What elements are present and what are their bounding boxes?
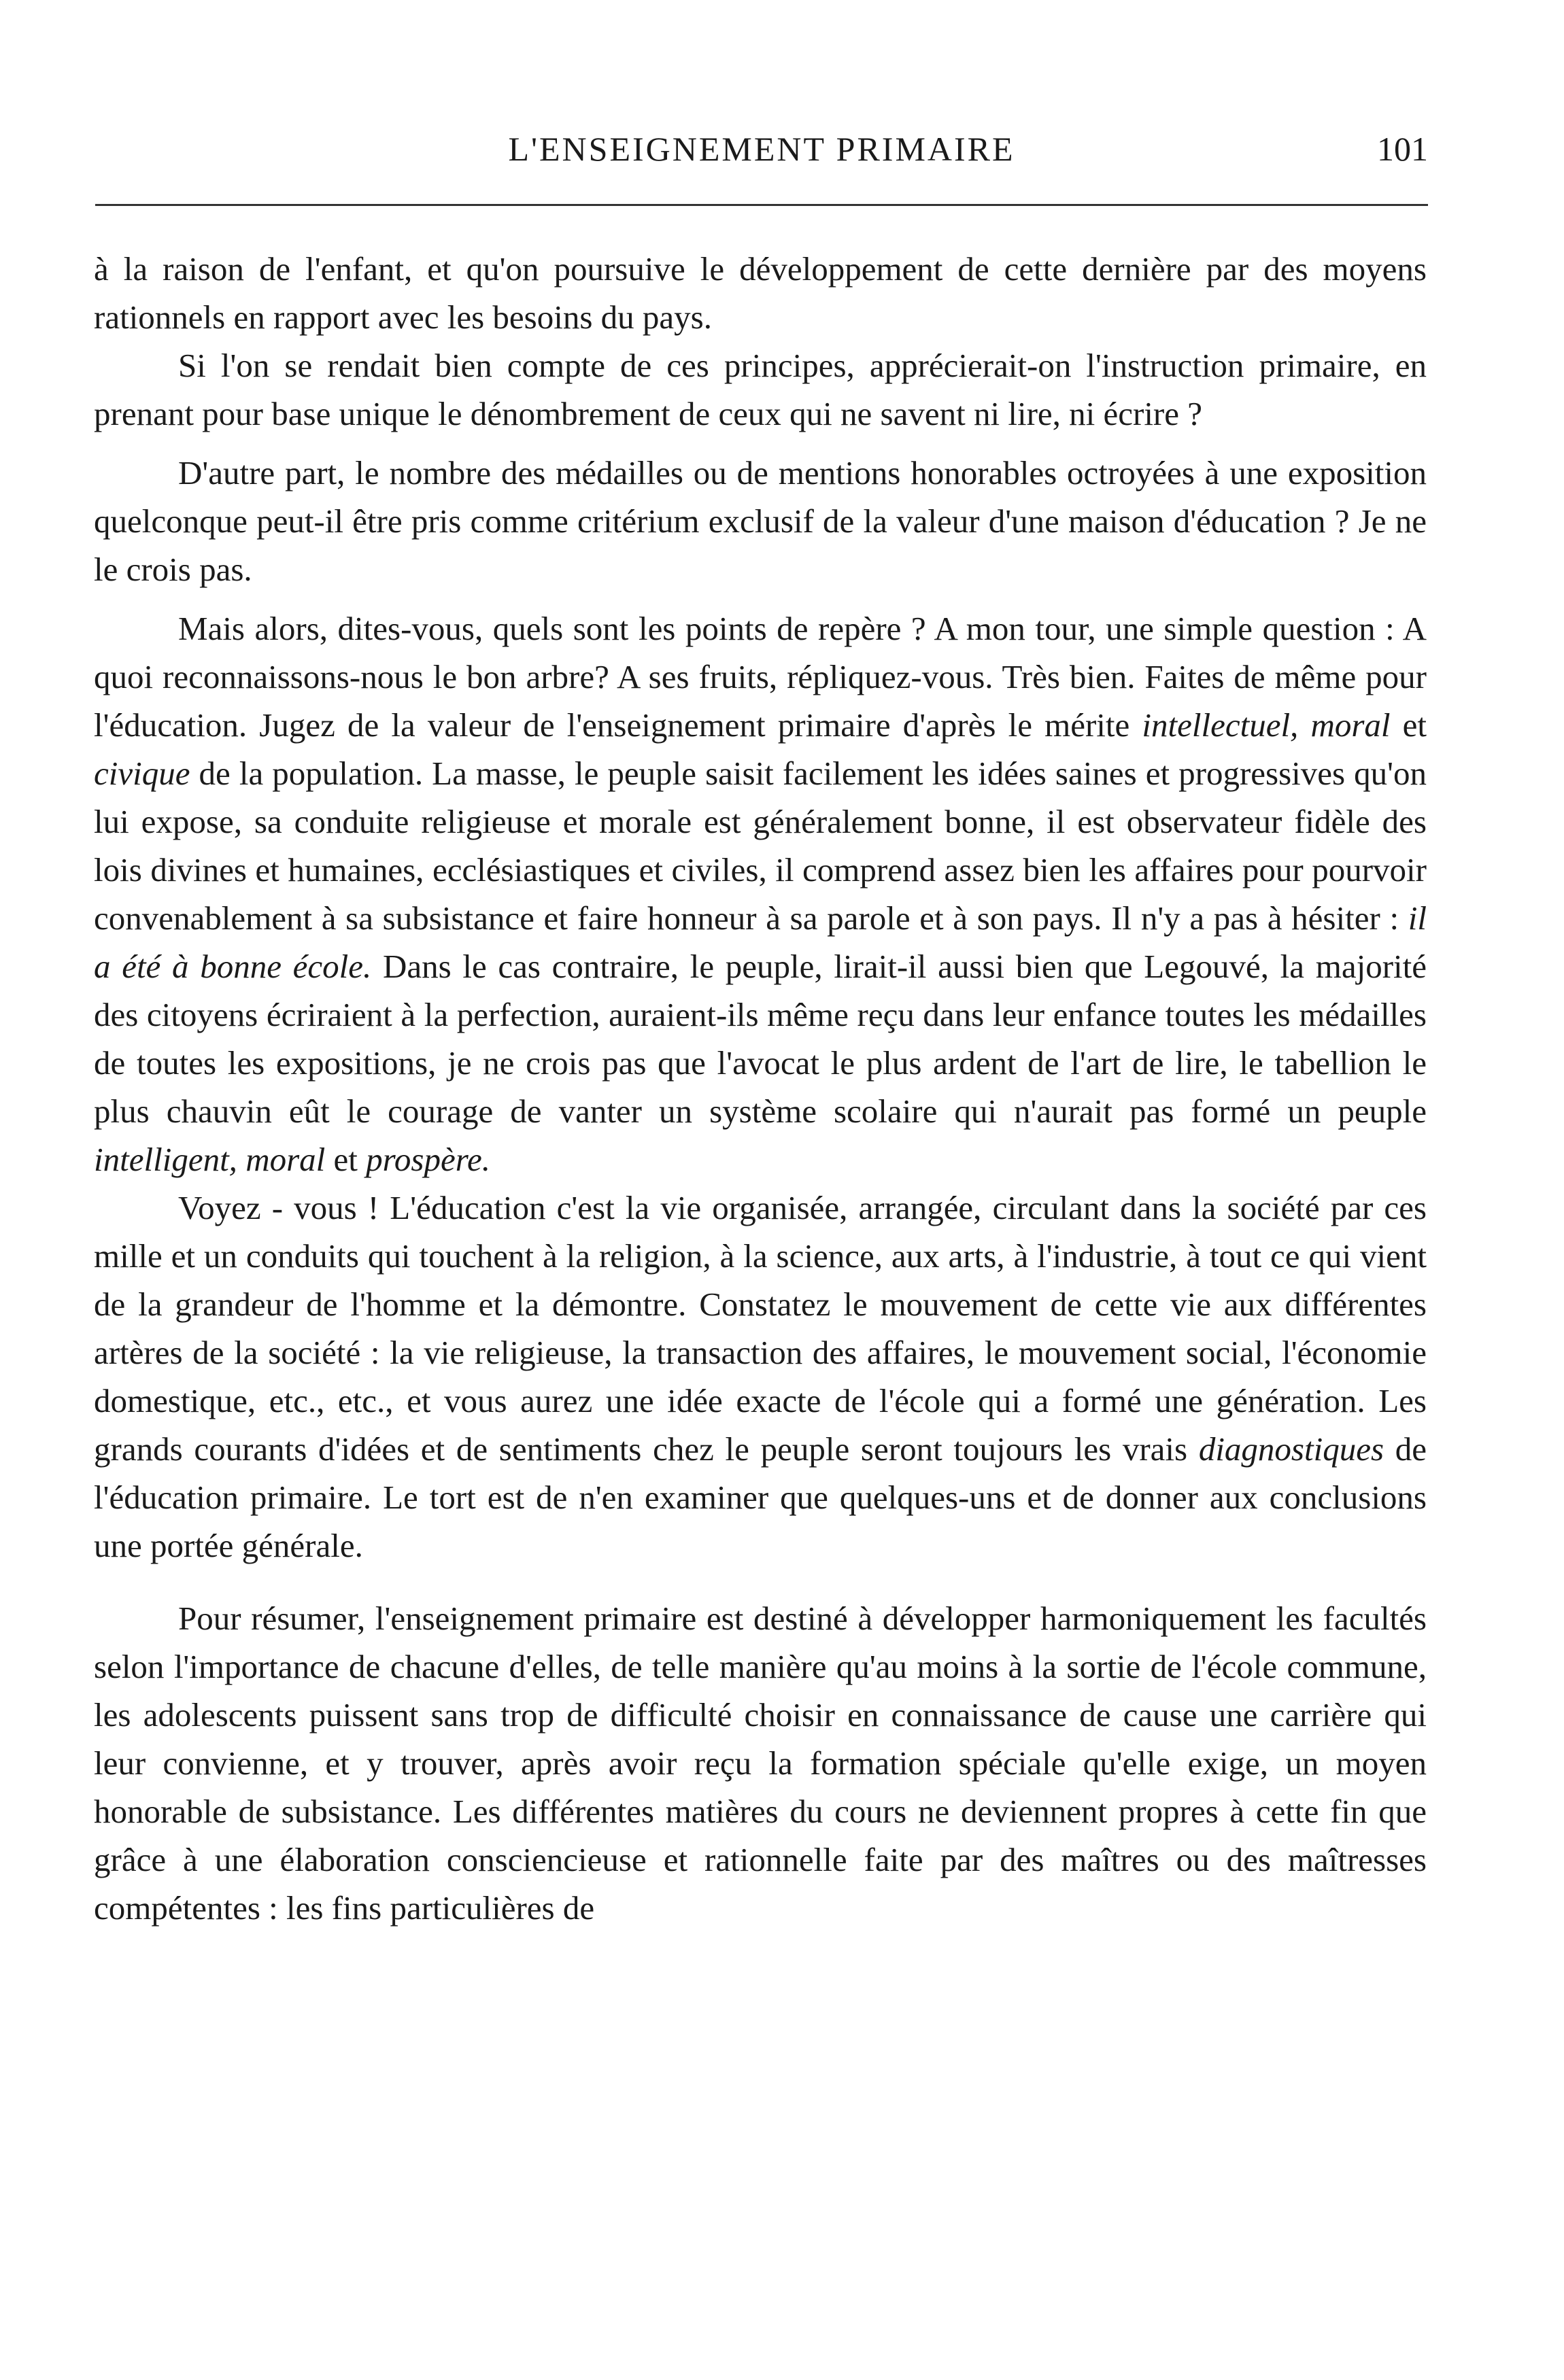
running-head	[95, 129, 1428, 184]
paragraph-2: Si l'on se rendait bien compte de ces principes, apprécierait-on l'instruction primaire, en prenant pour base unique le dénombrement de ceux qui ne savent ni lire, ni écrire ?	[94, 347, 1427, 432]
italic-prospere: prospère.	[366, 1141, 490, 1178]
italic-moral-2: moral	[245, 1141, 326, 1178]
body-text	[94, 245, 1427, 1932]
italic-bonne-ecole: il a été à bonne école.	[94, 899, 1427, 985]
italic-moral: moral	[1310, 706, 1391, 744]
paragraph-3: D'autre part, le nombre des médailles ou de mentions honorables octroyées à une exposition quelconque peut-il être pris comme critérium exclusif de la valeur d'une maison d'éducation ? Je ne le crois pas.	[94, 454, 1427, 588]
italic-intellectuel: intellectuel,	[1142, 706, 1299, 744]
paragraph-1: à la raison de l'enfant, et qu'on poursuive le développement de cette dernière par des moyens rationnels en rapport avec les besoins du pays.	[94, 250, 1427, 336]
italic-intelligent: intelligent,	[94, 1141, 237, 1178]
paragraph-5: Voyez - vous ! L'éducation c'est la vie organisée, arrangée, circulant dans la société par ces mille et un conduits qui touchent à la religion, à la science, aux arts, à l'industrie, à tout ce qui vient de la grandeur de l'homme et la démontre. Constatez le mouvement de cette vie aux différentes artères de la société : la vie religieuse, la transaction des affaires, le mouvement social, l'économie domestique, etc., etc., et vous aurez une idée exacte de l'école qui a formé une génération. Les grands courants d'idées et de sentiments chez le peuple seront toujours les vrais diagnostiques de l'éducation primaire. Le tort est de n'en examiner que quelques-uns et de donner aux conclusions une portée générale.	[94, 1189, 1427, 1564]
header-rule	[95, 204, 1428, 206]
page-number: 101	[1377, 130, 1428, 168]
italic-diagnostiques: diagnostiques	[1198, 1430, 1384, 1468]
paragraph-6: Pour résumer, l'enseignement primaire est destiné à développer harmoniquement les facultés selon l'importance de chacune d'elles, de telle manière qu'au moins à la sortie de l'école commune, les adolescents puissent sans trop de difficulté choisir en connaissance de cause une carrière qui leur convienne, et y trouver, après avoir reçu la formation spéciale qu'elle exige, un moyen honorable de subsistance. Les différentes matières du cours ne deviennent propres à cette fin que grâce à une élaboration consciencieuse et rationnelle faite par des maîtres ou des maîtresses compétentes : les fins particulières de	[94, 1600, 1427, 1927]
paragraph-4: Mais alors, dites-vous, quels sont les points de repère ? A mon tour, une simple question : A quoi reconnaissons-nous le bon arbre? A ses fruits, répliquez-vous. Très bien. Faites de même pour l'éducation. Jugez de la valeur de l'enseignement primaire d'après le mérite intellectuel, moral et civique de la population. La masse, le peuple saisit facilement les idées saines et progressives qu'on lui expose, sa conduite religieuse et morale est généralement bonne, il est observateur fidèle des lois divines et humaines, ecclésiastiques et civiles, il comprend assez bien les affaires pour pourvoir convenablement à sa subsistance et faire honneur à sa parole et à son pays. Il n'y a pas à hésiter : il a été à bonne école. Dans le cas contraire, le peuple, lirait-il aussi bien que Legouvé, la majorité des citoyens écriraient à la perfection, auraient-ils même reçu dans leur enfance toutes les médailles de toutes les expositions, je ne crois pas que l'avocat le plus ardent de l'art de lire, le tabellion le plus chauvin eût le courage de vanter un système scolaire qui n'aurait pas formé un peuple intelligent, moral et prospère.	[94, 610, 1427, 1178]
running-head-title: L'ENSEIGNEMENT PRIMAIRE	[508, 130, 1015, 168]
italic-civique: civique	[94, 755, 190, 792]
